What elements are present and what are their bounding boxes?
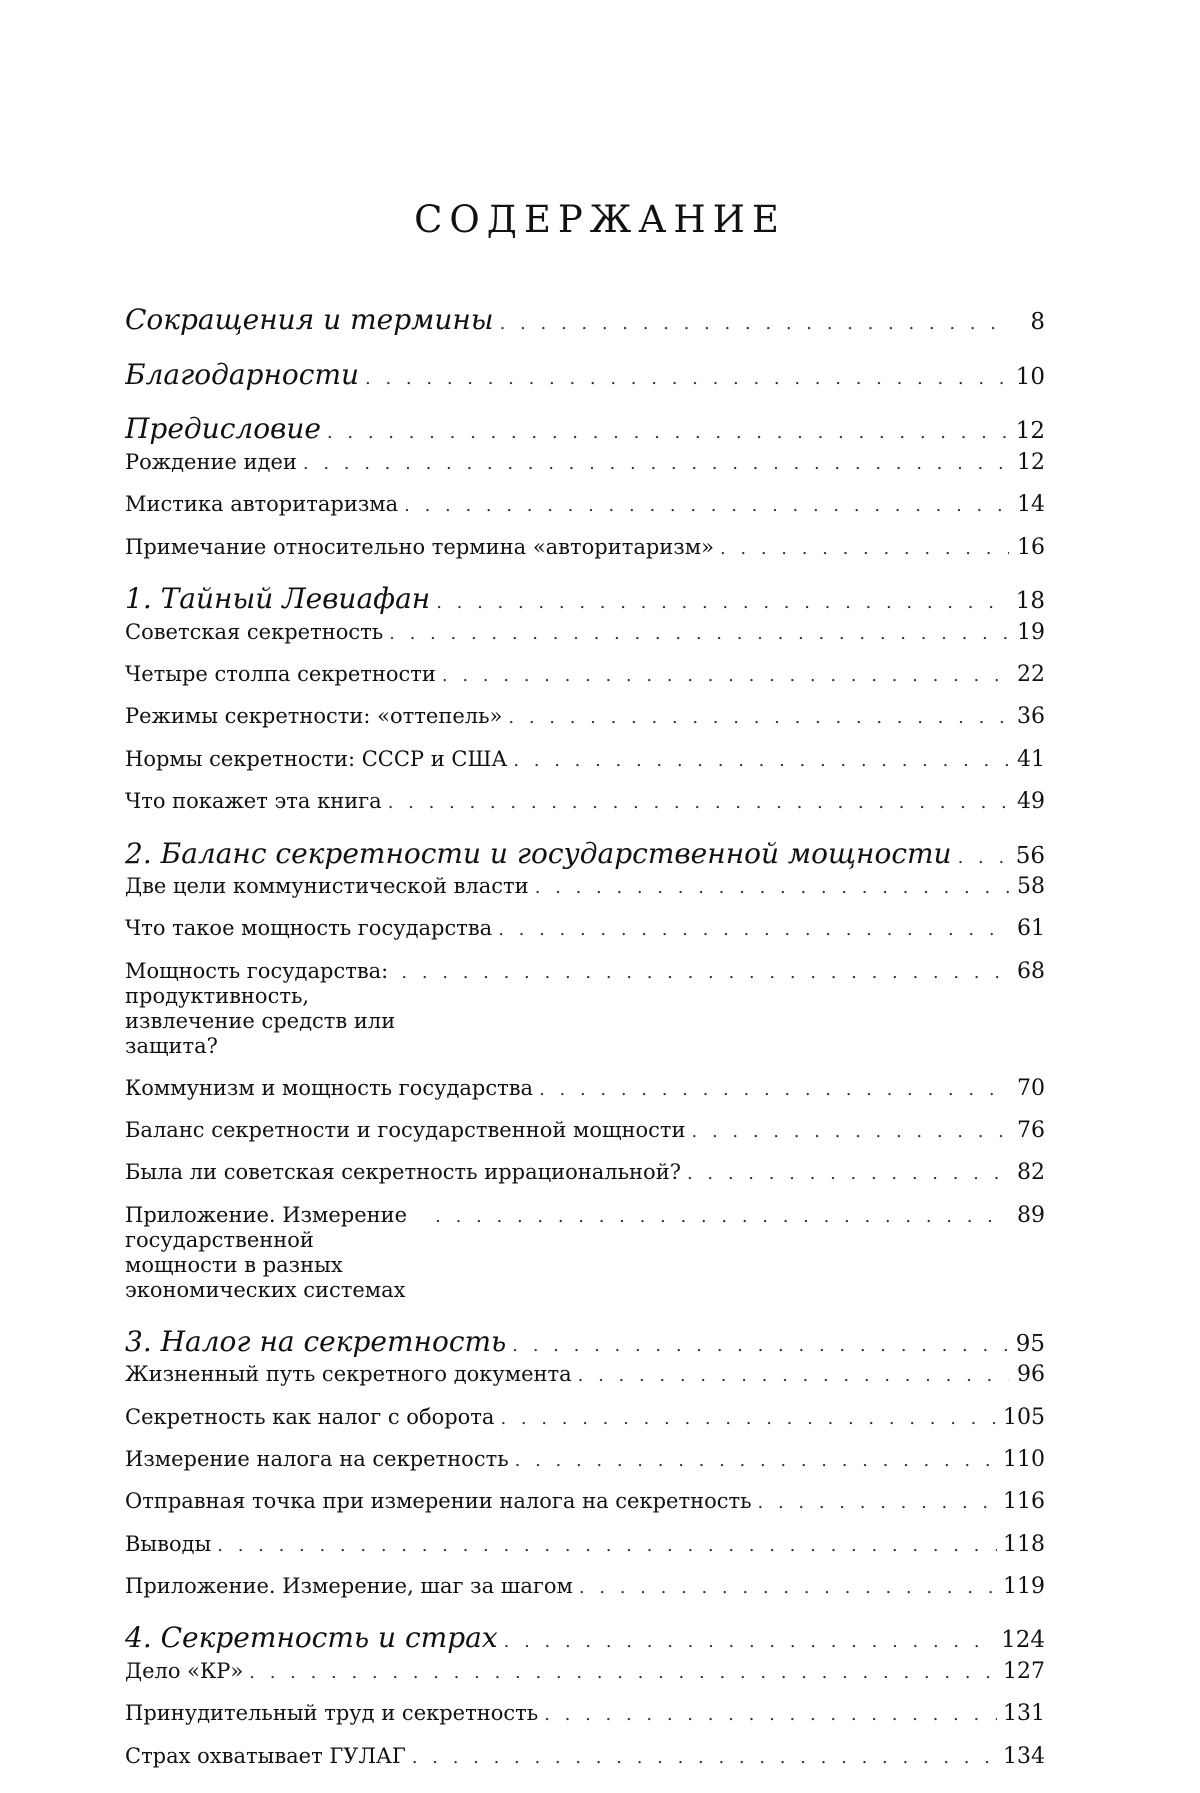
dot-leader — [758, 1492, 997, 1514]
toc-page-number: 116 — [1003, 1489, 1045, 1515]
toc-page-number: 70 — [1017, 1075, 1045, 1101]
toc-section-entry — [125, 1701, 1045, 1727]
dot-leader — [436, 592, 1009, 614]
toc-section-entry — [125, 959, 1045, 1060]
toc-entry-title: Была ли советская секретность иррациональной? — [125, 1160, 681, 1185]
toc-section-entry — [125, 789, 1045, 815]
toc-page-number: 96 — [1017, 1362, 1045, 1388]
dot-leader — [508, 707, 1009, 729]
toc-page-number: 89 — [1017, 1202, 1045, 1228]
toc-section-entry — [125, 492, 1045, 518]
toc-page-number: 95 — [1015, 1330, 1045, 1357]
toc-section-entry — [125, 535, 1045, 561]
dot-leader — [578, 1365, 1009, 1387]
toc-section-entry — [125, 704, 1045, 730]
dot-leader — [687, 1163, 1009, 1185]
dot-leader — [435, 1206, 1009, 1228]
toc-entry-title: 1. Тайный Левиафан — [125, 581, 431, 615]
toc-section-entry — [125, 1532, 1045, 1558]
dot-leader — [442, 665, 1009, 687]
toc-section-entry — [125, 1659, 1045, 1685]
toc-section-entry — [125, 1447, 1045, 1473]
toc-entry-title: Что покажет эта книга — [125, 789, 382, 814]
dot-leader — [504, 1631, 995, 1653]
toc-section-entry — [125, 874, 1045, 900]
dot-leader — [579, 1577, 997, 1599]
toc-entry-title: Рождение идеи — [125, 449, 297, 474]
toc-page-number: 14 — [1017, 492, 1045, 518]
toc-page-number: 49 — [1017, 789, 1045, 815]
toc-section-entry — [125, 1160, 1045, 1186]
toc-entry-title: Мистика авторитаризма — [125, 492, 399, 517]
toc-entry-title: Нормы секретности: СССР и США — [125, 746, 508, 771]
toc-section-entry — [125, 1076, 1045, 1102]
toc-page-number: 76 — [1017, 1118, 1045, 1144]
toc-page-number: 18 — [1015, 587, 1045, 614]
toc-page-number: 56 — [1015, 842, 1045, 869]
dot-leader — [389, 623, 1009, 645]
dot-leader — [327, 422, 1009, 444]
toc-chapter-entry — [125, 412, 1045, 446]
dot-leader — [498, 919, 1009, 941]
toc-entry-title: Секретность как налог с оборота — [125, 1404, 495, 1429]
toc-entry-title: Мощность государства: продуктивность, извлечение средств или защита? — [125, 958, 396, 1059]
toc-page-number: 61 — [1017, 916, 1045, 942]
toc-entry-title: Приложение. Измерение, шаг за шагом — [125, 1574, 573, 1599]
dot-leader — [500, 313, 1009, 335]
dot-leader — [535, 877, 1009, 899]
toc-entry-title: 2. Баланс секретности и государственной мощности — [125, 836, 952, 870]
toc-page-number: 118 — [1003, 1531, 1045, 1557]
toc-section-entry — [125, 916, 1045, 942]
toc-entry-title: Сокращения и термины — [125, 303, 494, 336]
toc-page-number: 36 — [1017, 704, 1045, 730]
toc-entry-title: Баланс секретности и государственной мощности — [125, 1118, 686, 1143]
toc-page-number: 19 — [1017, 619, 1045, 645]
toc-chapter-entry — [125, 837, 1045, 871]
toc-section-entry — [125, 1118, 1045, 1144]
toc-entry-title: Что такое мощность государства — [125, 916, 493, 941]
dot-leader — [539, 1079, 1009, 1101]
dot-leader — [500, 1408, 997, 1430]
toc-chapter-entry — [125, 303, 1045, 337]
toc-page-number: 127 — [1003, 1659, 1045, 1685]
toc-entry-title: 3. Налог на секретность — [125, 1324, 507, 1358]
dot-leader — [958, 847, 1009, 869]
toc-entry-title: Две цели коммунистической власти — [125, 874, 529, 899]
toc-entry-title: 4. Секретность и страх — [125, 1621, 498, 1655]
toc-section-entry — [125, 1203, 1045, 1304]
toc-page-number: 8 — [1030, 309, 1045, 335]
dot-leader — [512, 1335, 1009, 1357]
toc-entry-title: Жизненный путь секретного документа — [125, 1362, 572, 1387]
dot-leader — [401, 962, 1009, 984]
toc-entry-title: Примечание относительно термина «авторитаризм» — [125, 534, 714, 559]
toc-section-entry — [125, 450, 1045, 476]
dot-leader — [249, 1662, 997, 1684]
toc-page-number: 58 — [1017, 874, 1045, 900]
dot-leader — [404, 495, 1009, 517]
toc-entry-title: Благодарности — [125, 357, 360, 391]
toc-page-number: 131 — [1003, 1701, 1045, 1727]
toc-page-number: 41 — [1017, 746, 1045, 772]
toc-chapter-entry — [125, 1325, 1045, 1359]
toc-entry-title: Выводы — [125, 1531, 212, 1556]
toc-entry-title: Четыре столпа секретности — [125, 661, 436, 686]
toc-page-number: 119 — [1003, 1574, 1045, 1600]
toc-page-number: 16 — [1017, 534, 1045, 560]
toc-entry-title: Приложение. Измерение государственной мощности в разных экономических системах — [125, 1202, 408, 1303]
page-title: СОДЕРЖАНИЕ — [414, 198, 786, 241]
toc-page-number: 10 — [1015, 363, 1045, 390]
toc-entry-title: Режимы секретности: «оттепель» — [125, 704, 503, 729]
toc-entry-title: Советская секретность — [125, 619, 384, 644]
toc-page-number: 68 — [1016, 958, 1045, 984]
toc-section-entry — [125, 662, 1045, 688]
dot-leader — [544, 1704, 997, 1726]
toc-section-entry — [125, 1574, 1045, 1600]
toc-entry-title: Принудительный труд и секретность — [125, 1701, 539, 1726]
toc-page-number: 124 — [1001, 1627, 1045, 1654]
toc-chapter-entry — [125, 582, 1045, 616]
toc-section-entry — [125, 1362, 1045, 1388]
toc-section-entry — [125, 620, 1045, 646]
dot-leader — [412, 1747, 997, 1769]
toc-page-number: 22 — [1017, 661, 1045, 687]
toc-page-number: 134 — [1003, 1743, 1045, 1769]
dot-leader — [720, 538, 1009, 560]
table-of-contents — [125, 303, 1045, 1786]
dot-leader — [303, 453, 1009, 475]
toc-section-entry — [125, 747, 1045, 773]
toc-entry-title: Отправная точка при измерении налога на секретность — [125, 1489, 752, 1514]
toc-section-entry — [125, 1405, 1045, 1431]
toc-page-number: 12 — [1015, 418, 1045, 445]
dot-leader — [515, 1450, 997, 1472]
dot-leader — [365, 368, 1009, 390]
toc-section-entry — [125, 1744, 1045, 1770]
toc-chapter-entry — [125, 358, 1045, 392]
toc-entry-title: Дело «КР» — [125, 1659, 244, 1684]
toc-page-number: 110 — [1003, 1446, 1045, 1472]
toc-chapter-entry — [125, 1621, 1045, 1655]
dot-leader — [692, 1121, 1009, 1143]
toc-page-number: 82 — [1017, 1160, 1045, 1186]
toc-page-number: 105 — [1003, 1404, 1045, 1430]
toc-section-entry — [125, 1489, 1045, 1515]
toc-entry-title: Предисловие — [125, 412, 321, 446]
dot-leader — [513, 750, 1009, 772]
dot-leader — [388, 792, 1009, 814]
toc-entry-title: Измерение налога на секретность — [125, 1446, 509, 1471]
dot-leader — [217, 1535, 997, 1557]
toc-entry-title: Страх охватывает ГУЛАГ — [125, 1743, 406, 1768]
toc-entry-title: Коммунизм и мощность государства — [125, 1075, 534, 1100]
toc-page-number: 12 — [1017, 449, 1045, 475]
